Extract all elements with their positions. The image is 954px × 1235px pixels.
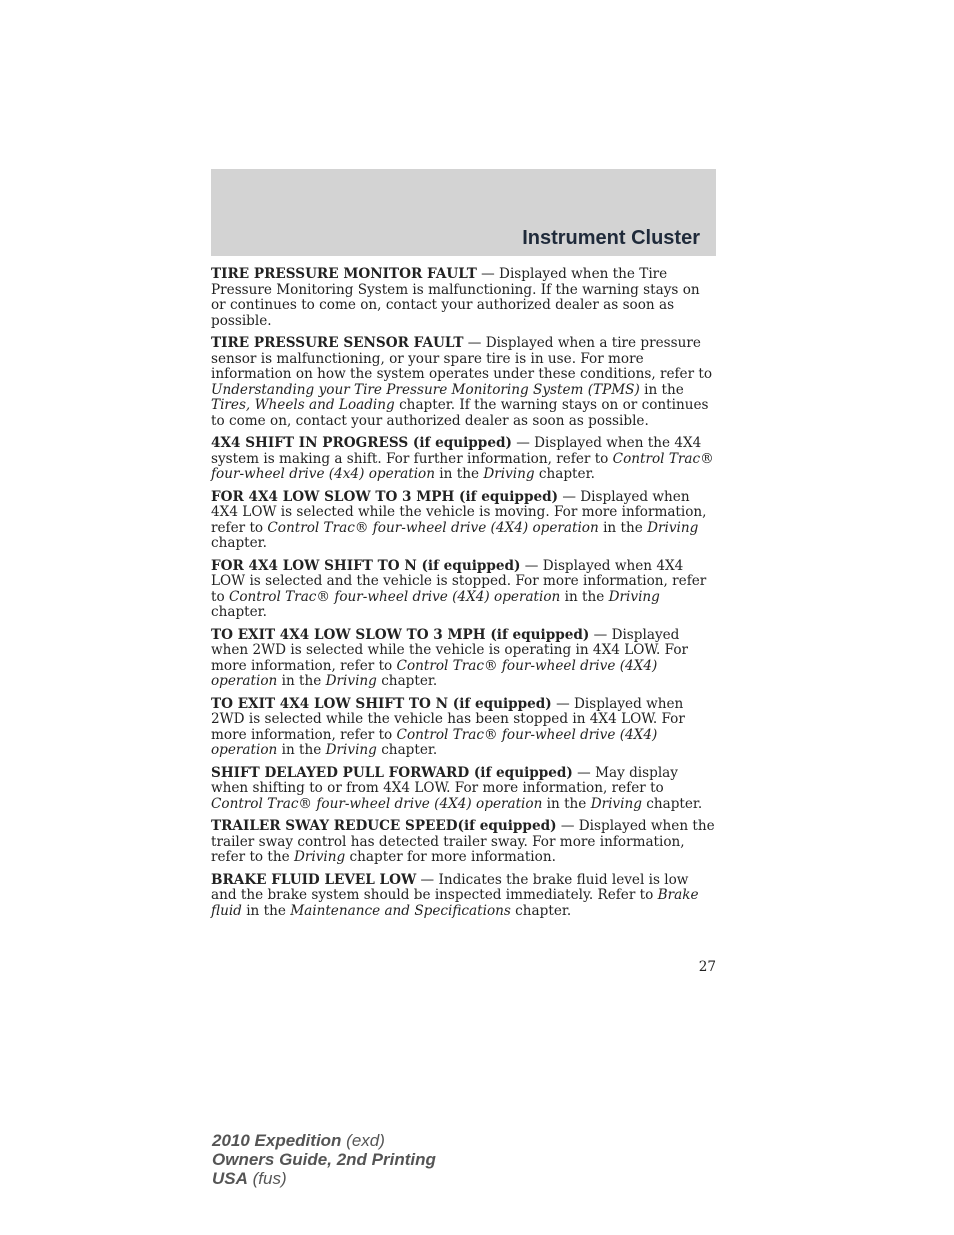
warning-message-paragraph xyxy=(211,819,716,866)
reference-text: Control Trac® four-wheel drive (4X4) operation xyxy=(267,519,599,536)
message-text: in the xyxy=(639,381,684,398)
reference-text: Driving xyxy=(590,795,642,812)
message-text: — Displayed when the trailer sway control has detected trailer sway. For more information, refer to the xyxy=(211,818,715,865)
message-text: chapter. xyxy=(376,673,438,689)
message-text: chapter. xyxy=(211,604,268,620)
warning-message-paragraph xyxy=(211,336,716,429)
footer-model: 2010 Expedition xyxy=(212,1131,342,1150)
footer-line-2 xyxy=(212,1150,436,1169)
message-heading: TIRE PRESSURE MONITOR FAULT xyxy=(211,266,477,282)
message-text: in the xyxy=(277,673,326,689)
message-text: chapter for more information. xyxy=(345,849,556,865)
reference-text: Driving xyxy=(647,519,699,536)
warning-message-paragraph xyxy=(211,873,716,920)
warning-message-paragraph xyxy=(211,766,716,813)
warning-message-paragraph xyxy=(211,490,716,552)
reference-text: Driving xyxy=(325,673,377,689)
reference-text: Driving xyxy=(608,588,660,605)
reference-text: Control Trac® four-wheel drive (4X4) operation xyxy=(211,657,658,689)
message-text: chapter. xyxy=(534,466,595,482)
reference-text: Understanding your Tire Pressure Monitoring System (TPMS) xyxy=(211,381,640,398)
reference-text: Control Trac® four-wheel drive (4X4) operation xyxy=(211,795,543,812)
section-title: Instrument Cluster xyxy=(522,227,700,249)
message-text: chapter. xyxy=(510,902,572,919)
footer-market-code: (fus) xyxy=(247,1169,287,1188)
message-text: chapter. xyxy=(641,795,703,812)
message-text: — Displayed when 2WD is selected while the vehicle is operating in 4X4 LOW. For more information, refer to xyxy=(211,626,689,674)
warning-message-paragraph xyxy=(211,267,716,329)
message-text: chapter. xyxy=(376,742,438,758)
message-text: in the xyxy=(277,742,326,758)
message-text: — Indicates the brake fluid level is low and the brake system should be inspected immediately. Refer to xyxy=(211,871,689,903)
reference-text: Brake fluid xyxy=(211,887,699,919)
content-body xyxy=(211,267,716,926)
reference-text: Tires, Wheels and Loading xyxy=(211,397,395,413)
message-heading: TIRE PRESSURE SENSOR FAULT xyxy=(211,335,464,351)
reference-text: Driving xyxy=(325,742,377,758)
message-text: — May display when shifting to or from 4X4 LOW. For more information, refer to xyxy=(211,764,678,796)
footer-model-code: (exd) xyxy=(341,1131,385,1150)
message-text: chapter. xyxy=(211,535,268,551)
document-footer xyxy=(212,1131,436,1188)
footer-edition: Owners Guide, 2nd Printing xyxy=(212,1150,436,1169)
message-heading: 4X4 SHIFT IN PROGRESS (if equipped) xyxy=(211,435,512,451)
page-number: 27 xyxy=(698,959,716,975)
warning-message-paragraph xyxy=(211,628,716,690)
reference-text: Control Trac® four-wheel drive (4x4) operation xyxy=(211,450,714,482)
message-text: in the xyxy=(542,795,591,812)
message-heading: SHIFT DELAYED PULL FORWARD (if equipped) xyxy=(211,764,573,781)
reference-text: Maintenance and Specifications xyxy=(290,902,511,919)
message-text: in the xyxy=(560,588,609,605)
message-heading: TO EXIT 4X4 LOW SLOW TO 3 MPH (if equipped) xyxy=(211,626,590,643)
reference-text: Control Trac® four-wheel drive (4X4) operation xyxy=(211,726,658,758)
warning-message-paragraph xyxy=(211,436,716,483)
message-text: in the xyxy=(241,902,291,919)
message-text: — Displayed when the Tire Pressure Monitoring System is malfunctioning. If the warning stays on or continues to come on, contact your authorized dealer as soon as possible. xyxy=(211,266,700,329)
message-text: — Displayed when the 4X4 system is making a shift. For further information, refer to xyxy=(211,435,702,467)
footer-line-1 xyxy=(212,1131,436,1150)
message-text: — Displayed when 4X4 LOW is selected and the vehicle is stopped. For more information, refer to xyxy=(211,557,707,605)
reference-text: Control Trac® four-wheel drive (4X4) operation xyxy=(228,588,561,605)
message-text: chapter. If the warning stays on or continues to come on, contact your authorized dealer as soon as possible. xyxy=(211,397,709,429)
message-heading: FOR 4X4 LOW SLOW TO 3 MPH (if equipped) xyxy=(211,488,559,505)
message-text: — Displayed when 4X4 LOW is selected while the vehicle is moving. For more information, refer to xyxy=(211,488,707,536)
footer-line-3 xyxy=(212,1169,436,1188)
message-text: in the xyxy=(598,519,648,536)
message-text: — Displayed when a tire pressure sensor is malfunctioning, or your spare tire is in use. For more information on how the system operates under these conditions, refer to xyxy=(211,335,713,382)
message-heading: BRAKE FLUID LEVEL LOW xyxy=(211,871,417,888)
message-heading: TRAILER SWAY REDUCE SPEED(if equipped) xyxy=(211,818,557,834)
footer-market: USA xyxy=(212,1169,248,1188)
reference-text: Driving xyxy=(294,849,346,865)
message-heading: TO EXIT 4X4 LOW SHIFT TO N (if equipped) xyxy=(211,695,552,712)
warning-message-paragraph xyxy=(211,559,716,621)
message-heading: FOR 4X4 LOW SHIFT TO N (if equipped) xyxy=(211,557,521,574)
reference-text: Driving xyxy=(483,466,535,482)
warning-message-paragraph xyxy=(211,697,716,759)
message-text: — Displayed when 2WD is selected while the vehicle has been stopped in 4X4 LOW. For more information, refer to xyxy=(211,695,685,743)
message-text: in the xyxy=(434,466,484,482)
section-header-band xyxy=(211,169,716,256)
